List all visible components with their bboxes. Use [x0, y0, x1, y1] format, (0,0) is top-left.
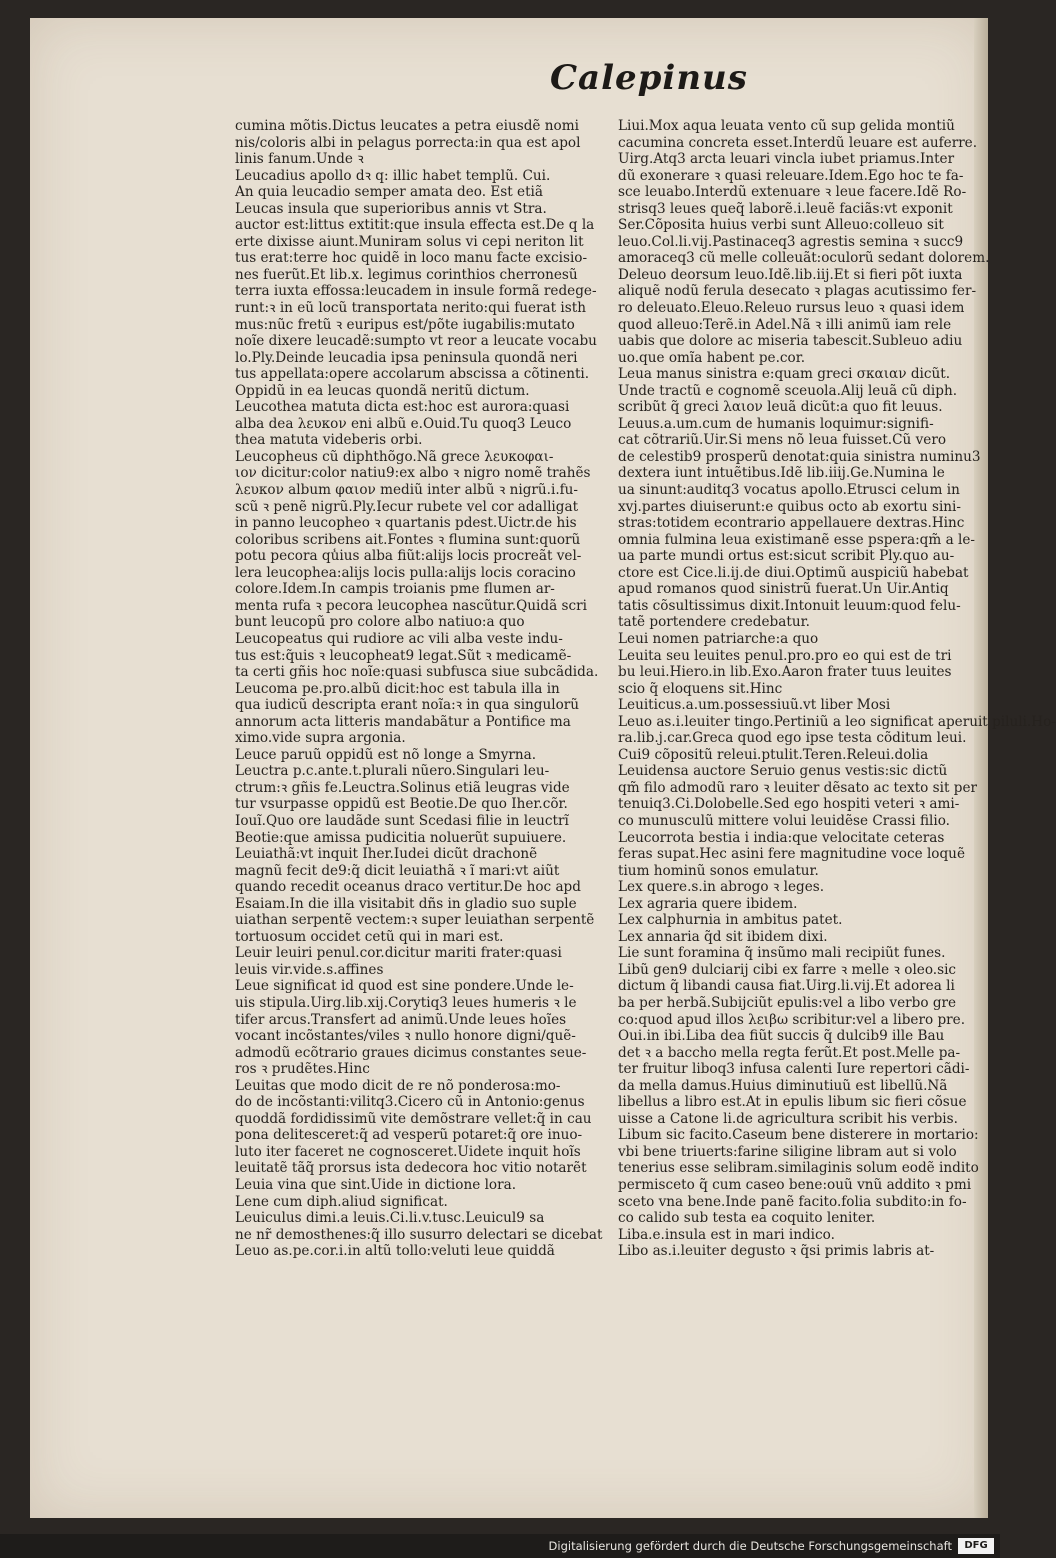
text-line: qua iudicũ descripta erant noĩa:ꝛ in qua singulorũ [235, 697, 580, 714]
text-line: tatẽ portendere credebatur. [618, 614, 810, 631]
text-line: tenerius esse selibram.similaginis solum eodẽ indito [618, 1160, 979, 1177]
text-line: uiathan serpentẽ vectem:ꝛ super leuiathan serpentẽ [235, 912, 595, 929]
text-line: Leuiathã:vt inquit Iher.Iudei dicũt drachonẽ [235, 846, 538, 863]
text-line: xvj.partes diuiserunt:e quibus octo ab exortu sini- [618, 498, 961, 515]
text-line: Uirg.Atq3 arcta leuari vincla iubet priamus.Inter [618, 151, 955, 168]
text-line: Lex agraria quere ibidem. [618, 895, 798, 912]
text-line: lera leucophea:alijs locis pulla:alijs locis coracino [235, 564, 576, 581]
text-line: admodũ ecõtrario graues dicimus constantes seue- [235, 1044, 587, 1061]
running-head: Calepinus [550, 58, 748, 98]
text-line: tus appellata:opere accolarum abscissa a cõtinenti. [235, 366, 590, 383]
text-line: vbi bene triuerts:farine siligine libram aut si volo [618, 1143, 957, 1160]
text-line: linis fanum.Unde ꝛ [235, 151, 364, 168]
text-line: lo.Ply.Deinde leucadia ipsa peninsula quondã neri [235, 349, 578, 366]
text-line: de celestib9 prosperũ denotat:quia sinistra numinu3 [618, 448, 981, 465]
text-line: Lene cum diph.aliud significat. [235, 1193, 448, 1210]
text-line: magnũ fecit de9:q̃ dicit leuiathã ꝛ ĩ mari:vt aiũt [235, 862, 560, 879]
text-line: tatis cõsultissimus dixit.Intonuit leuum:quod felu- [618, 597, 961, 614]
text-line: Leuia vina que sint.Uide in dictione lora. [235, 1177, 517, 1193]
text-line: co calido sub testa ea coquito leniter. [618, 1210, 876, 1227]
text-line: Leucopheus cũ diphthõgo.Nã grece λευκοφαι- [235, 448, 554, 465]
text-line: Leuiculus dimi.a leuis.Ci.li.v.tusc.Leuicul9 sa [235, 1210, 545, 1227]
text-line: tus est:q̃uis ꝛ leucopheat9 legat.Sũt ꝛ medicamẽ- [235, 647, 572, 664]
text-line: noĩe dixere leucadẽ:sumpto vt reor a leucate vocabu [235, 333, 597, 350]
text-line: Deleuo deorsum leuo.Idẽ.lib.iij.Et si fieri põt iuxta [618, 266, 963, 283]
text-line: co munusculũ mittere volui leuidẽse Crassi filio. [618, 812, 950, 829]
text-line: Leucopeatus qui rudiore ac vili alba veste indu- [235, 630, 563, 647]
text-line: scio q̃ eloquens sit.Hinc [618, 680, 783, 697]
text-line: sceto vna bene.Inde panẽ facito.folia subdito:in fo- [618, 1193, 967, 1210]
text-line: apud romanos quod sinistrũ fuerat.Un Uir.Antiq [618, 581, 949, 598]
text-line: Leucothea matuta dicta est:hoc est aurora:quasi [235, 399, 570, 416]
text-line: stras:totidem econtrario appellauere dextras.Hinc [618, 515, 965, 532]
text-line: leuis vir.vide.s.affines [235, 961, 384, 978]
text-line: dũ exonerare ꝛ quasi releuare.Idem.Ego hoc te fa- [618, 167, 964, 184]
text-line: quoddã fordidissimũ vite demõstrare vellet:q̃ in cau [235, 1110, 592, 1127]
text-line: leuitatẽ tãq̃ prorsus ista dedecora hoc vitio notarẽt [235, 1160, 587, 1177]
text-line: ta certi gñis hoc noĩe:quasi subfusca siue subcãdida. [235, 664, 599, 681]
text-line: libellus a libro est.At in epulis libum sic fieri cõsue [618, 1094, 967, 1111]
text-line: Unde tractũ e cognomẽ sceuola.Alij leuã cũ diph. [618, 382, 958, 399]
text-line: Leucas insula que superioribus annis vt Stra. [235, 200, 547, 217]
text-line: mus:nũc fretũ ꝛ euripus est/põte iugabilis:mutato [235, 316, 575, 333]
text-line: Leuo as.i.leuiter tingo.Pertiniũ a leo significat aperuit piluli.Ho- [618, 713, 1056, 730]
text-line: bunt leucopũ pro colore albo natiuo:a quo [235, 614, 525, 631]
text-line: strisq3 leues queq̃ laborẽ.i.leuẽ faciãs:vt exponit [618, 200, 953, 217]
text-line: Cui9 cõpositũ releui.ptulit.Teren.Releui.dolia [618, 746, 929, 763]
text-line: Leucorrota bestia i india:que velocitate ceteras [618, 829, 945, 846]
text-line: Oui.in ibi.Liba dea fiũt succis q̃ dulcib9 ille Bau [618, 1028, 945, 1045]
text-line: tenuiq3.Ci.Dolobelle.Sed ego hospiti veteri ꝛ ami- [618, 796, 960, 813]
text-line: quando recedit oceanus draco vertitur.De hoc apd [235, 879, 581, 896]
text-line: nes fuerũt.Et lib.x. legimus corinthios cherronesũ [235, 266, 578, 283]
text-line: ne nr̃ demosthenes:q̃ illo susurro delectari se dicebat [235, 1226, 603, 1243]
text-line: Liui.Mox aqua leuata vento cũ sup gelida montiũ [618, 118, 955, 134]
text-line: scũ ꝛ penẽ nigrũ.Ply.Iecur rubete vel cor adalligat [235, 498, 579, 515]
text-line: in panno leucopheo ꝛ quartanis pdest.Uictr.de his [235, 515, 577, 532]
text-line: λευκον album φαιον mediũ inter albũ ꝛ nigrũ.i.fu- [235, 482, 579, 499]
text-line: Leucadius apollo dꝛ q: illic habet templũ. Cui. [235, 167, 551, 184]
text-line: omnia fulmina leua existimanẽ esse pspera:qm̃ a le- [618, 531, 975, 548]
text-line: Leuctra p.c.ante.t.plurali nũero.Singulari leu- [235, 763, 550, 780]
text-line: bu leui.Hiero.in lib.Exo.Aaron frater tuus leuites [618, 664, 952, 681]
text-line: ba per herbã.Subijciũt epulis:vel a libo verbo gre [618, 994, 957, 1011]
text-line: Leuir leuiri penul.cor.dicitur mariti frater:quasi [235, 945, 562, 962]
text-line: da mella damus.Huius diminutiuũ est libellũ.Nã [618, 1077, 948, 1094]
text-line: uo.que omĩa habent pe.cor. [618, 349, 806, 366]
text-line: Libum sic facito.Caseum bene disterere in mortario: [618, 1127, 979, 1144]
text-line: ximo.vide supra argonia. [235, 730, 406, 747]
text-line: qm̃ filo admodũ raro ꝛ leuiter dẽsato ac texto sit per [618, 779, 978, 796]
text-line: Leua manus sinistra e:quam greci σκαιαν dicũt. [618, 366, 951, 383]
text-line: det ꝛ a baccho mella regta ferũt.Et post.Melle pa- [618, 1044, 961, 1061]
footer-credit: Digitalisierung gefördert durch die Deutsche Forschungsgemeinschaft [548, 1539, 952, 1553]
text-line: terra iuxta effossa:leucadem in insule formã redege- [235, 283, 597, 300]
text-line: Esaiam.In die illa visitabit dñs in gladio suo suple [235, 895, 577, 912]
left-text-column [235, 118, 603, 1260]
text-line: Leuo as.pe.cor.i.in altũ tollo:veluti leue quiddã [235, 1243, 555, 1260]
text-line: permisceto q̃ cum caseo bene:ouũ vnũ addito ꝛ pmi [618, 1177, 972, 1193]
text-line: Oppidũ in ea leucas quondã neritũ dictum. [235, 382, 530, 399]
book-page [30, 18, 1056, 1518]
text-line: annorum acta litteris mandabãtur a Pontifice ma [235, 713, 571, 730]
text-line: pona delitesceret:q̃ ad vesperũ potaret:q̃ ore inuo- [235, 1127, 583, 1144]
text-line: uisse a Catone li.de agricultura scribit his verbis. [618, 1110, 958, 1127]
text-line: luto iter faceret ne cognosceret.Uidete inquit hoĩs [235, 1143, 581, 1160]
text-line: aliquẽ nodũ ferula desecato ꝛ plagas acutissimo fer- [618, 283, 977, 300]
text-line: Leuitas que modo dicit de re nõ ponderosa:mo- [235, 1077, 561, 1094]
text-line: uabis que dolore ac miseria tabescit.Subleuo adiu [618, 333, 963, 350]
text-line: dextera iunt intuẽtibus.Idẽ lib.iiij.Ge.Numina le [618, 465, 945, 482]
text-line: quod alleuo:Terẽ.in Adel.Nã ꝛ illi animũ iam rele [618, 316, 952, 333]
text-line: thea matuta videberis orbi. [235, 432, 423, 449]
text-line: erte dixisse aiunt.Muniram solus vi cepi neriton lit [235, 233, 584, 250]
dfg-logo: DFG [958, 1538, 994, 1554]
text-line: Leuidensa auctore Seruio genus vestis:sic dictũ [618, 763, 948, 780]
text-line: An quia leucadio semper amata deo. Est etiã [235, 184, 543, 201]
text-line: Leuiticus.a.um.possessiuũ.vt liber Mosi [618, 697, 891, 714]
text-line: Leuus.a.um.cum de humanis loquimur:signifi- [618, 415, 934, 432]
text-line: tium hominũ sonos emulatur. [618, 862, 819, 879]
text-line: ctore est Cice.li.ij.de diui.Optimũ auspiciũ habebat [618, 564, 969, 581]
text-line: Libo as.i.leuiter degusto ꝛ q̃si primis labris at- [618, 1243, 935, 1260]
text-line: ua sinunt:auditq3 vocatus apollo.Etrusci celum in [618, 482, 960, 499]
text-line: Libũ gen9 dulciarij cibi ex farre ꝛ melle ꝛ oleo.sic [618, 961, 957, 978]
text-line: tus erat:terre hoc quidẽ in loco manu facte excisio- [235, 250, 588, 267]
text-line: dictum q̃ libandi causa fiat.Uirg.li.vij.Et adorea li [618, 978, 955, 995]
right-text-column [618, 118, 1056, 1260]
text-line: colore.Idem.In campis troianis pme flumen ar- [235, 581, 555, 598]
text-line: nis/coloris albi in pelagus porrecta:in qua est apol [235, 134, 581, 151]
text-line: cat cõtrariũ.Uir.Si mens nõ leua fuisset.Cũ vero [618, 432, 947, 449]
text-line: ua parte mundi ortus est:sicut scribit Ply.quo au- [618, 548, 955, 565]
text-line: co:quod apud illos λειβω scribitur:vel a libero pre. [618, 1011, 966, 1028]
text-line: ctrum:ꝛ gñis fe.Leuctra.Solinus etiã leugras vide [235, 779, 570, 796]
text-line: cacumina concreta esset.Interdũ leuare est auferre. [618, 134, 978, 151]
text-line: ro deleuato.Eleuo.Releuo rursus leuo ꝛ quasi idem [618, 300, 965, 317]
text-line: cumina mõtis.Dictus leucates a petra eiusdẽ nomi [235, 118, 579, 134]
text-line: Lex annaria q̃d sit ibidem dixi. [618, 928, 828, 945]
text-line: Leucoma pe.pro.albũ dicit:hoc est tabula illa in [235, 680, 560, 697]
text-line: tifer arcus.Transfert ad animũ.Unde leues hoĩes [235, 1011, 567, 1028]
text-line: ιον dicitur:color natiu9:ex albo ꝛ nigro nomẽ trahẽs [235, 465, 591, 482]
text-line: uis stipula.Uirg.lib.xij.Corytiq3 leues humeris ꝛ le [235, 994, 577, 1011]
text-line: auctor est:littus extitit:que insula effecta est.De q la [235, 217, 595, 234]
text-line: Ser.Cõposita huius verbi sunt Alleuo:colleuo sit [618, 217, 944, 234]
text-line: potu pecora qu̾ius alba fiũt:alijs locis procreãt vel- [235, 548, 582, 565]
text-line: Leue significat id quod est sine pondere.Unde le- [235, 978, 574, 995]
text-line: Beotie:que amissa pudicitia noluerũt supuiuere. [235, 829, 567, 846]
text-line: Leui nomen patriarche:a quo [618, 630, 819, 647]
text-line: tur vsurpasse oppidũ est Beotie.De quo Iher.cõr. [235, 796, 568, 813]
text-line: amoraceq3 cũ melle colleuãt:oculorũ sedant dolorem. [618, 250, 990, 267]
text-line: menta rufa ꝛ pecora leucophea nascũtur.Quidã scri [235, 597, 587, 614]
text-line: ra.lib.j.car.Greca quod ego ipse testa cõditum leui. [618, 730, 967, 747]
text-line: leuo.Col.li.vij.Pastinaceq3 agrestis semina ꝛ succ9 [618, 233, 964, 250]
text-line: runt:ꝛ in eũ locũ transportata nerito:qui fuerat isth [235, 300, 586, 317]
text-line: do de incõstanti:vilitq3.Cicero cũ in Antonio:genus [235, 1094, 585, 1111]
text-line: Lex quere.s.in abrogo ꝛ leges. [618, 879, 825, 896]
text-line: Lex calphurnia in ambitus patet. [618, 912, 843, 929]
text-line: vocant incõstantes/viles ꝛ nullo honore digni/quẽ- [235, 1028, 576, 1045]
text-line: tortuosum occidet cetũ qui in mari est. [235, 928, 504, 945]
text-line: alba dea λευκον eni albũ e.Ouid.Tu quoq3 Leuco [235, 415, 572, 432]
text-line: Lie sunt foramina q̃ insũmo mali recipiũt funes. [618, 945, 946, 962]
text-line: feras supat.Hec asini fere magnitudine voce loquẽ [618, 846, 965, 863]
text-line: Iouĩ.Quo ore laudãde sunt Scedasi filie in leuctrĩ [235, 812, 569, 829]
text-line: ros ꝛ prudẽtes.Hinc [235, 1061, 370, 1078]
text-line: Leuce paruũ oppidũ est nõ longe a Smyrna. [235, 746, 537, 763]
text-line: scribũt q̃ greci λαιον leuã dicũt:a quo fit leuus. [618, 399, 943, 416]
text-line: coloribus scribens ait.Fontes ꝛ flumina sunt:quorũ [235, 531, 581, 548]
text-line: Leuita seu leuites penul.pro.pro eo qui est de tri [618, 647, 952, 664]
text-line: sce leuabo.Interdũ extenuare ꝛ leue facere.Idẽ Ro- [618, 184, 967, 201]
footer-bar [0, 1534, 1000, 1558]
text-line: Liba.e.insula est in mari indico. [618, 1226, 835, 1243]
text-line: ter fruitur liboq3 infusa calenti Iure repertori cãdi- [618, 1061, 970, 1078]
